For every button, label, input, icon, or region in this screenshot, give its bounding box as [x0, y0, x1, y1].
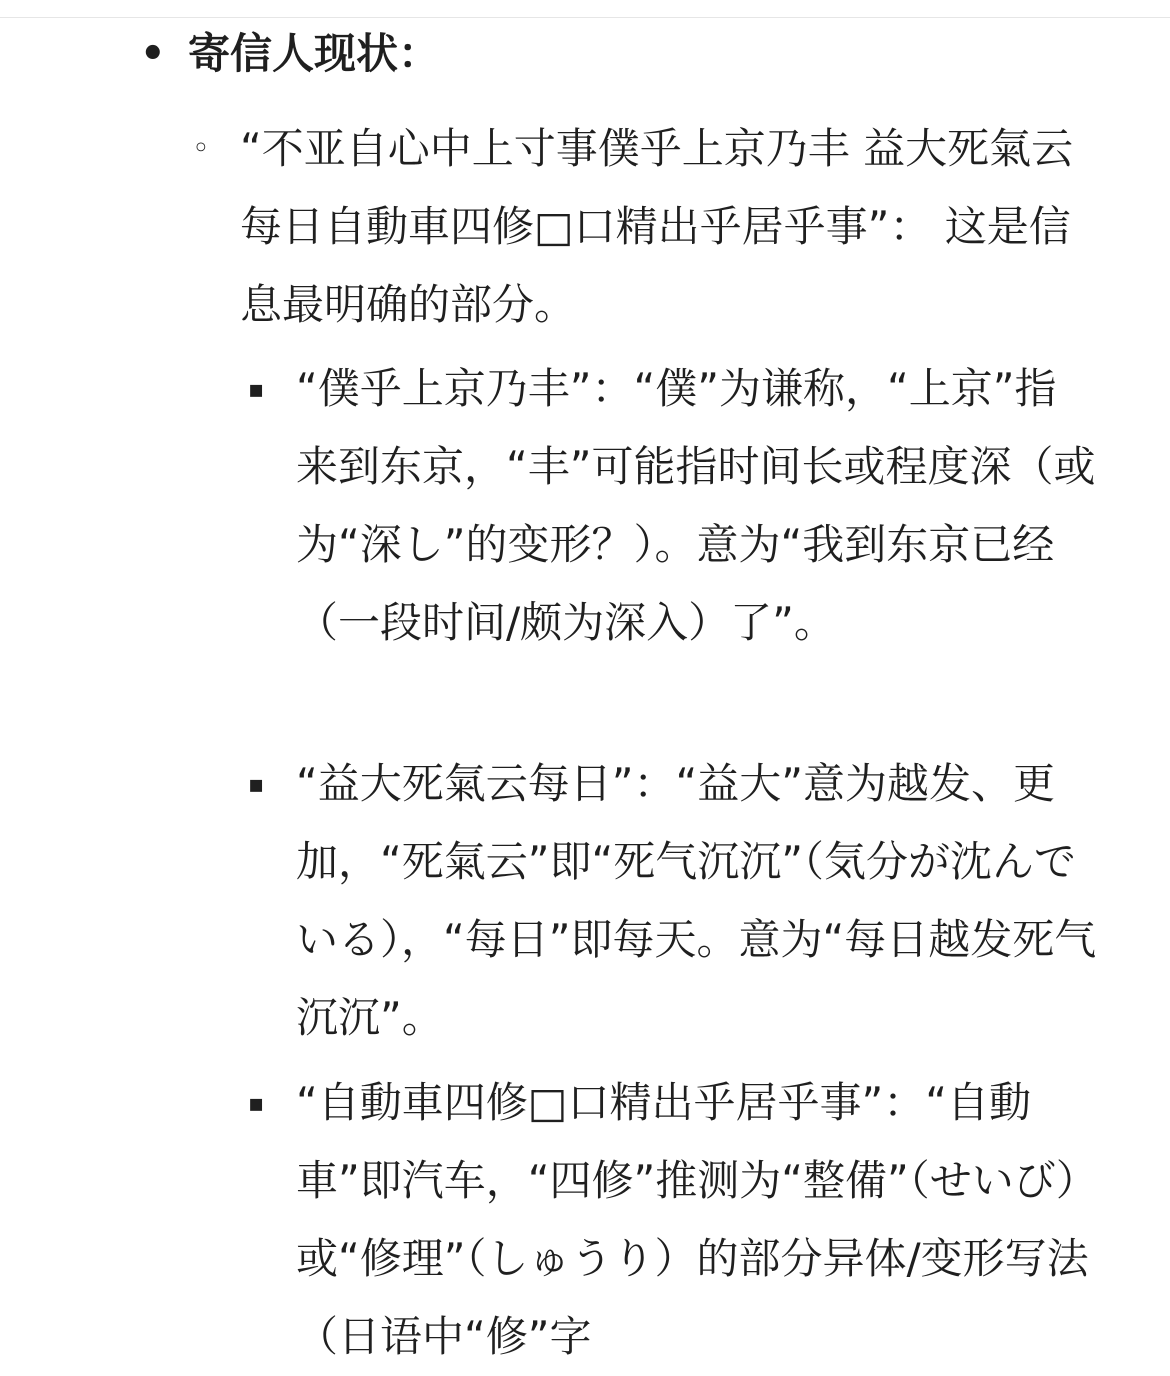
list-item-heading: 寄信人现状： [188, 29, 441, 78]
list-item-text: “不亚自心中上寸事僕乎上京乃丰 益大死氣云每日自動車四修□口精出乎居乎事”： 这是信息最明确的部分。 [240, 124, 1074, 329]
list-item-text: “僕乎上京乃丰”：“僕”为谦称，“上京”指来到东京，“丰”可能指时间长或程度深（或为“深し”的变形？）。意为“我到东京已经（一段时间/颇为深入）了”。 [296, 364, 1096, 647]
list-item-sender-status [140, 24, 1120, 84]
bullet-disc-icon: • [140, 31, 166, 77]
list-item-phrase-3 [248, 1064, 1098, 1376]
bullet-circle-icon: ◦ [192, 131, 210, 166]
bullet-square-icon: ▪ [248, 375, 265, 403]
list-item-text: “益大死氣云每日”：“益大”意为越发、更加，“死氣云”即“死气沉沉”（気分が沈んでいる），“每日”即每天。意为“每日越发死气沉沉”。 [296, 759, 1097, 1042]
list-item-phrase-1 [248, 350, 1098, 662]
bullet-square-icon: ▪ [248, 1089, 265, 1117]
list-item-letter-quote [192, 110, 1102, 344]
top-divider [0, 17, 1170, 18]
bullet-square-icon: ▪ [248, 770, 265, 798]
list-item-phrase-2 [248, 745, 1098, 1057]
list-item-text: “自動車四修□口精出乎居乎事”：“自動車”即汽车，“四修”推测为“整備”（せいび）或“修理”（しゅうり）的部分异体/变形写法（日语中“修”字 [296, 1078, 1098, 1361]
